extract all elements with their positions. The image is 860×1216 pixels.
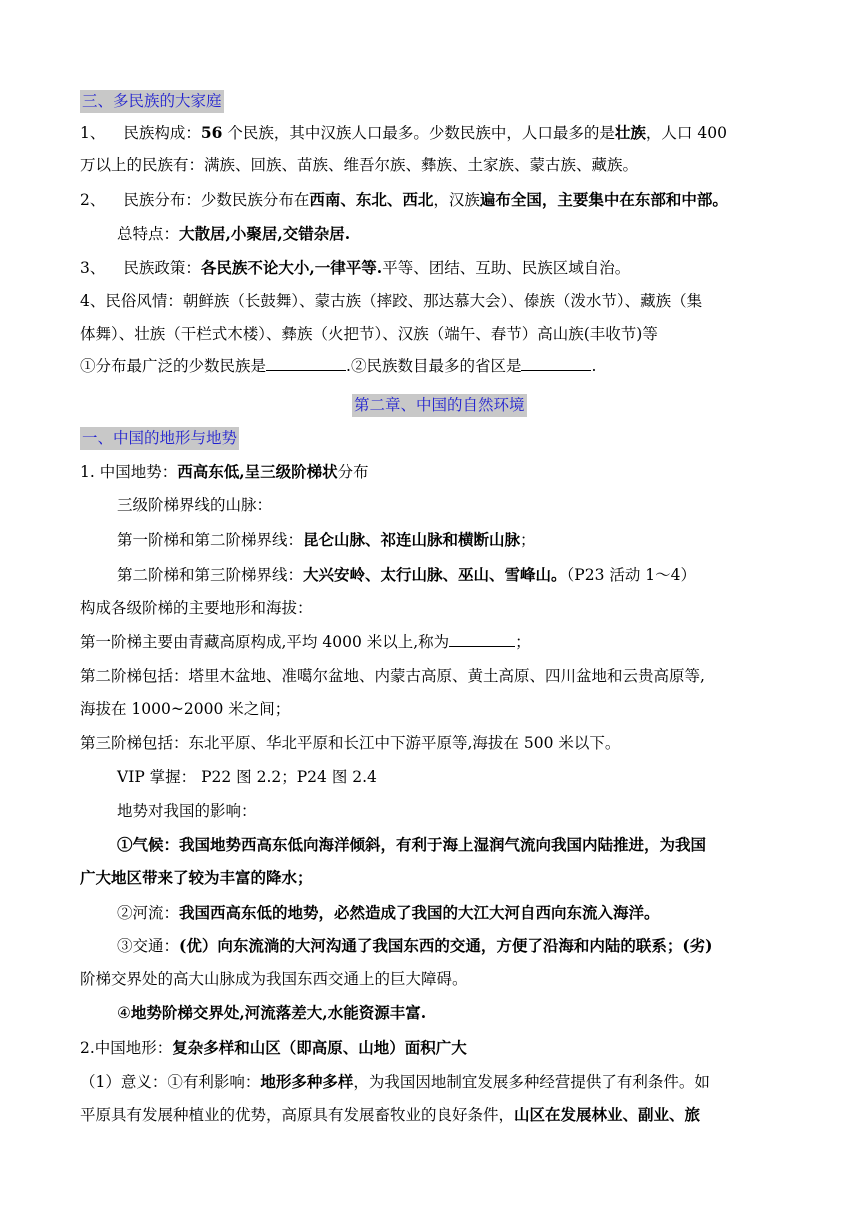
answer-blank[interactable] [266, 356, 346, 371]
terrain-step-2: 第二阶梯包括：塔里木盆地、准噶尔盆地、内蒙古高原、黄土高原、四川盆地和云贵高原等, [80, 667, 705, 685]
terrain-boundary-intro: 三级阶梯界线的山脉： [117, 496, 273, 514]
paragraph-distribution-feature: 总特点：大散居,小聚居,交错杂居. [117, 224, 351, 243]
answer-blank[interactable] [449, 632, 515, 647]
terrain-types: 2.中国地形：复杂多样和山区（即高原、山地）面积广大 [80, 1038, 467, 1057]
influence-climate: ①气候：我国地势西高东低向海洋倾斜，有利于海上湿润气流向我国内陆推进，为我国 [117, 835, 707, 854]
terrain-step-3: 第三阶梯包括：东北平原、华北平原和长江中下游平原等,海拔在 500 米以下。 [80, 734, 621, 752]
question-line: ①分布最广泛的少数民族是 .②民族数目最多的省区是 . [80, 357, 597, 375]
paragraph-customs: 4、民俗风情：朝鲜族（长鼓舞）、蒙古族（摔跤、那达慕大会）、傣族（泼水节）、藏族（集 [80, 292, 703, 310]
paragraph-customs-line2: 体舞）、壮族（干栏式木楼）、彝族（火把节）、汉族（端午、春节）高山族(丰收节)等 [80, 325, 658, 343]
section-heading-terrain: 一、中国的地形与地势 [80, 428, 239, 448]
paragraph-ethnic-composition-line2: 万以上的民族有：满族、回族、苗族、维吾尔族、彝族、土家族、蒙古族、藏族。 [80, 156, 639, 174]
terrain-overview: 1. 中国地势：西高东低,呈三级阶梯状分布 [80, 462, 369, 481]
influence-rivers: ②河流：我国西高东低的地势，必然造成了我国的大江大河自西向东流入海洋。 [117, 903, 660, 922]
terrain-significance-line2: 平原具有发展种植业的优势，高原具有发展畜牧业的良好条件，山区在发展林业、副业、旅 [80, 1105, 701, 1124]
influence-hydropower: ④地势阶梯交界处,河流落差大,水能资源丰富. [117, 1003, 427, 1022]
terrain-influence-intro: 地势对我国的影响： [117, 802, 257, 820]
influence-transport: ③交通：(优）向东流淌的大河沟通了我国东西的交通，方便了沿海和内陆的联系；(劣) [117, 936, 713, 955]
vip-note: VIP 掌握： P22 图 2.2；P24 图 2.4 [117, 768, 377, 786]
answer-blank[interactable] [521, 356, 591, 371]
terrain-boundary-2-3: 第二阶梯和第三阶梯界线：大兴安岭、太行山脉、巫山、雪峰山。（P23 活动 1～4） [117, 565, 697, 584]
paragraph-ethnic-composition: 1、 民族构成：56 个民族，其中汉族人口最多。少数民族中，人口最多的是壮族，人口 400 [80, 123, 727, 142]
terrain-boundary-1-2: 第一阶梯和第二阶梯界线：昆仑山脉、祁连山脉和横断山脉； [117, 530, 536, 549]
paragraph-ethnic-policy: 3、 民族政策：各民族不论大小,一律平等.平等、团结、互助、民族区域自治。 [80, 258, 631, 277]
section-heading-ethnic: 三、多民族的大家庭 [80, 91, 224, 111]
paragraph-ethnic-distribution: 2、 民族分布：少数民族分布在西南、东北、西北，汉族遍布全国，主要集中在东部和中部。 [80, 190, 728, 209]
chapter-title: 第二章、中国的自然环境 [352, 395, 527, 415]
terrain-step-1: 第一阶梯主要由青藏高原构成,平均 4000 米以上,称为 ； [80, 633, 531, 651]
terrain-significance: （1）意义：①有利影响：地形多种多样，为我国因地制宜发展多种经营提供了有利条件。如 [80, 1072, 710, 1091]
terrain-step-2-line2: 海拔在 1000~2000 米之间； [80, 700, 291, 718]
influence-climate-line2: 广大地区带来了较为丰富的降水； [80, 868, 313, 887]
influence-transport-line2: 阶梯交界处的高大山脉成为我国东西交通上的巨大障碍。 [80, 970, 468, 988]
terrain-steps-intro: 构成各级阶梯的主要地形和海拔： [80, 599, 313, 617]
